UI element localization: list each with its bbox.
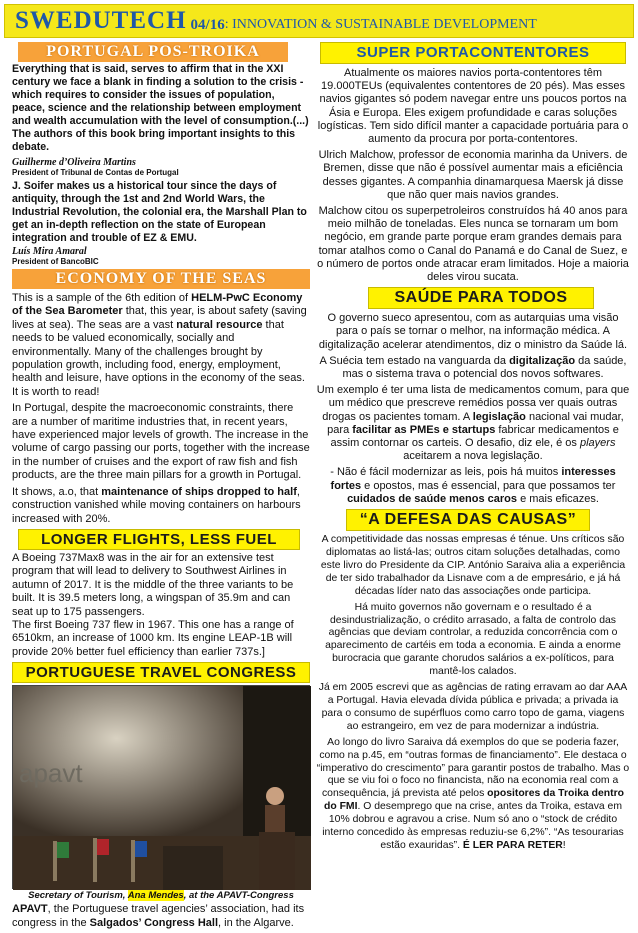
- travel-paragraph: APAVT, the Portuguese travel agencies’ association, had its congress in the Salgados’ Congress Hall, in the Algarve.: [12, 903, 305, 929]
- flights-paragraph-1: A Boeing 737Max8 was in the air for an extensive test program that will lead to delivery to Southwest Airlines in autumn of 2017. It is the middle of the three variants to be built. It is 39.5 meters long, a wingspan of 35.9m and can seat up to 175 passengers.: [12, 551, 294, 618]
- signature-1-role: President of Tribunal de Contas de Portugal: [12, 168, 179, 177]
- economy-paragraph-3: It shows, a.o, that maintenance of ships dropped to half, construction vanished while moving containers on harbours increased with 20%.: [12, 485, 301, 525]
- economy-paragraph-2: In Portugal, despite the macroeconomic constraints, there are a number of maritime industries that, in recent years, have experienced major levels of growth. The increase in the volume of cargo passing our ports, together with the increase in the number of cruises and the export of raw fish and fish products, are the three main pillars for a growth in Portugal.: [12, 402, 310, 482]
- economy-paragraph-1: This is a sample of the 6th edition of HELM-PwC Economy of the Sea Barometer that, this year, is about safety (saving lives at sea). The seas are a vast natural resource that needs to be valued economically, socially and environmentally. Many of the challenges brought by population growth, including food, energy, employment, health and leisure, have options in the economy of the seas. It is worth to read!: [12, 292, 307, 398]
- super-header: SUPER PORTACONTENTORES: [320, 42, 626, 64]
- defesa-paragraph-4: Ao longo do livro Saraiva dá exemplos do que se poderia fazer, como na p.45, em “outras formas de financiamento”. Ele destaca o “imperativo do crescimento” para garantir postos de trabalho. Mas o que se viu foi o foco no financista, não na economia real com a consequência, já prevista até pelos opositores da Troika dentro do FMI. O desemprego que na crise, antes da Troika, estava em 10% dobrou e agravou a crise. Num só ano o “stock de crédito interno concedido às empresas reduziu-se 6,2%”. “As tesourarias estão exauridas”. É LER PARA RETER!: [316, 736, 630, 851]
- economy-header: ECONOMY OF THE SEAS: [12, 269, 310, 289]
- defesa-header: “A DEFESA DAS CAUSAS”: [346, 509, 590, 531]
- flights-header: LONGER FLIGHTS, LESS FUEL: [18, 529, 300, 550]
- portugal-quote-2: J. Soifer makes us a historical tour since the days of antiquity, through the 1st and 2nd World Wars, the Industrial Revolution, the colonial era, the Marshall Plan to get an in-depth reflection on the state of European integration and trouble of EZ & EMU.: [12, 180, 307, 244]
- signature-1-name: Guilherme d’Oliveira Martins: [12, 157, 136, 168]
- congress-stage-image: [13, 686, 311, 890]
- saude-paragraph-4: - Não é fácil modernizar as leis, pois há muitos interesses fortes e opostos, mas é essencial, para que possamos ter cuidados de saúde menos caros e mais eficazes.: [330, 466, 616, 505]
- saude-header: SAÚDE PARA TODOS: [368, 287, 594, 309]
- left-column: [12, 42, 310, 933]
- flights-paragraph-2: The first Boeing 737 flew in 1967. This one has a range of 6510km, an increase of 1000 km. Its engine LEAP-1B will provide 20% better fuel efficiency than earlier 737s.]: [12, 618, 294, 658]
- super-paragraph-1: Atualmente os maiores navios porta-contentores têm 19.000TEUs (equivalentes contentores de 20 pés). Mas esses navios gigantes só podem navegar entre uns poucos portos na Ásia e Europa. Eles exigem profundidade e caras soluções logísticas. Tem sido difícil manter a capacidade portuária para o aumento da procura por porta-contentores.: [317, 67, 629, 146]
- defesa-paragraph-1: A competitividade das nossas empresas é ténue. Uns críticos são diplomatas ao listá-las; outros citam soluções detalhadas, como este livro do Presidente da CIP. António Saraiva alia a experiência de ter sido trabalhador da Lisnave com a de empresário, e já há décadas líder nato das associações onde participa.: [320, 534, 626, 597]
- saude-paragraph-2: A Suécia tem estado na vanguarda da digitalização da saúde, mas o sistema trava o potencial dos novos softwares.: [319, 354, 627, 381]
- travel-header: PORTUGUESE TRAVEL CONGRESS: [12, 662, 310, 683]
- signature-2-name: Luís Mira Amaral: [12, 246, 87, 257]
- photo-caption: Secretary of Tourism, Ana Mendes, at the APAVT-Congress: [28, 890, 294, 902]
- super-paragraph-3: Malchow citou os superpetroleiros construídos há 40 anos para meio milhão de toneladas. Eles nunca se tornaram um bom negócio, em grande parte porque eram grandes demais para tomar atalhos como o Canal do Panamá e do Canal de Suez, e o número de portos onde atracar eram limitados. Hoje a maioria deles virou sucata.: [317, 205, 629, 284]
- defesa-paragraph-2: Há muito governos não governam e o resultado é a desindustrialização, o crédito arrasado, a falta de controlo das agências que deviam controlar, a reduzida concorrência com o aparecimento de cartéis em toda a economia. E ainda a enorme burocracia que garante chorudos salários a ex-políticos, para mantê-los calados.: [325, 601, 621, 678]
- saude-paragraph-1: O governo sueco apresentou, com as autarquias uma visão para o país se tornar o melhor, na informação médica. A digitalização acelerar atendimentos, diz o ministro da Saúde lá.: [318, 312, 628, 351]
- super-paragraph-2: Ulrich Malchow, professor de economia marinha da Univers. de Bremen, disse que não é possível aumentar mais a eficiência desses gigantes. A companhia dinamarquesa Maersk já disse que não quer mais navios grandes.: [318, 149, 628, 201]
- masthead: [4, 4, 634, 38]
- masthead-issue: 04/16: [190, 17, 225, 33]
- portugal-header: PORTUGAL POS-TROIKA: [18, 42, 288, 62]
- photo-logo-text: apavt: [19, 758, 83, 789]
- masthead-tagline: : INNOVATION & SUSTAINABLE DEVELOPMENT: [224, 17, 537, 32]
- signature-2-role: President of BancoBIC: [12, 257, 99, 266]
- defesa-paragraph-3: Já em 2005 escrevi que as agências de rating erravam ao dar AAA a Portugal. Havia elevada dívida pública e privada; a privada ia para o consumo de supérfluos como carro topo de gama, viagens ao estrangeiro, em vez de para modernizar a indústria.: [318, 682, 628, 732]
- portugal-quote-1: Everything that is said, serves to affirm that in the XXI century we face a blank in finding a solution to the crisis - which requires to consider the issues of population, peace, science and the relationship between employment and wealth accumulation with the level of consumption.(...) The authors of this book bring important insights to this debate.: [12, 63, 309, 153]
- right-column: [316, 42, 630, 856]
- masthead-brand: SWEDUTECH: [15, 7, 187, 34]
- congress-photo: [12, 685, 310, 889]
- saude-paragraph-3: Um exemplo é ter uma lista de medicamentos comum, para que um médico que prescreve remédios possa ver quais outras drogas os pacientes tomam. A legislação nacional vai mudar, para facilitar as PMEs e startups fabricar medicamentos e assim contornar os carteis. O desafio, diz ele, é os players aceitarem a nova legislação.: [316, 384, 630, 463]
